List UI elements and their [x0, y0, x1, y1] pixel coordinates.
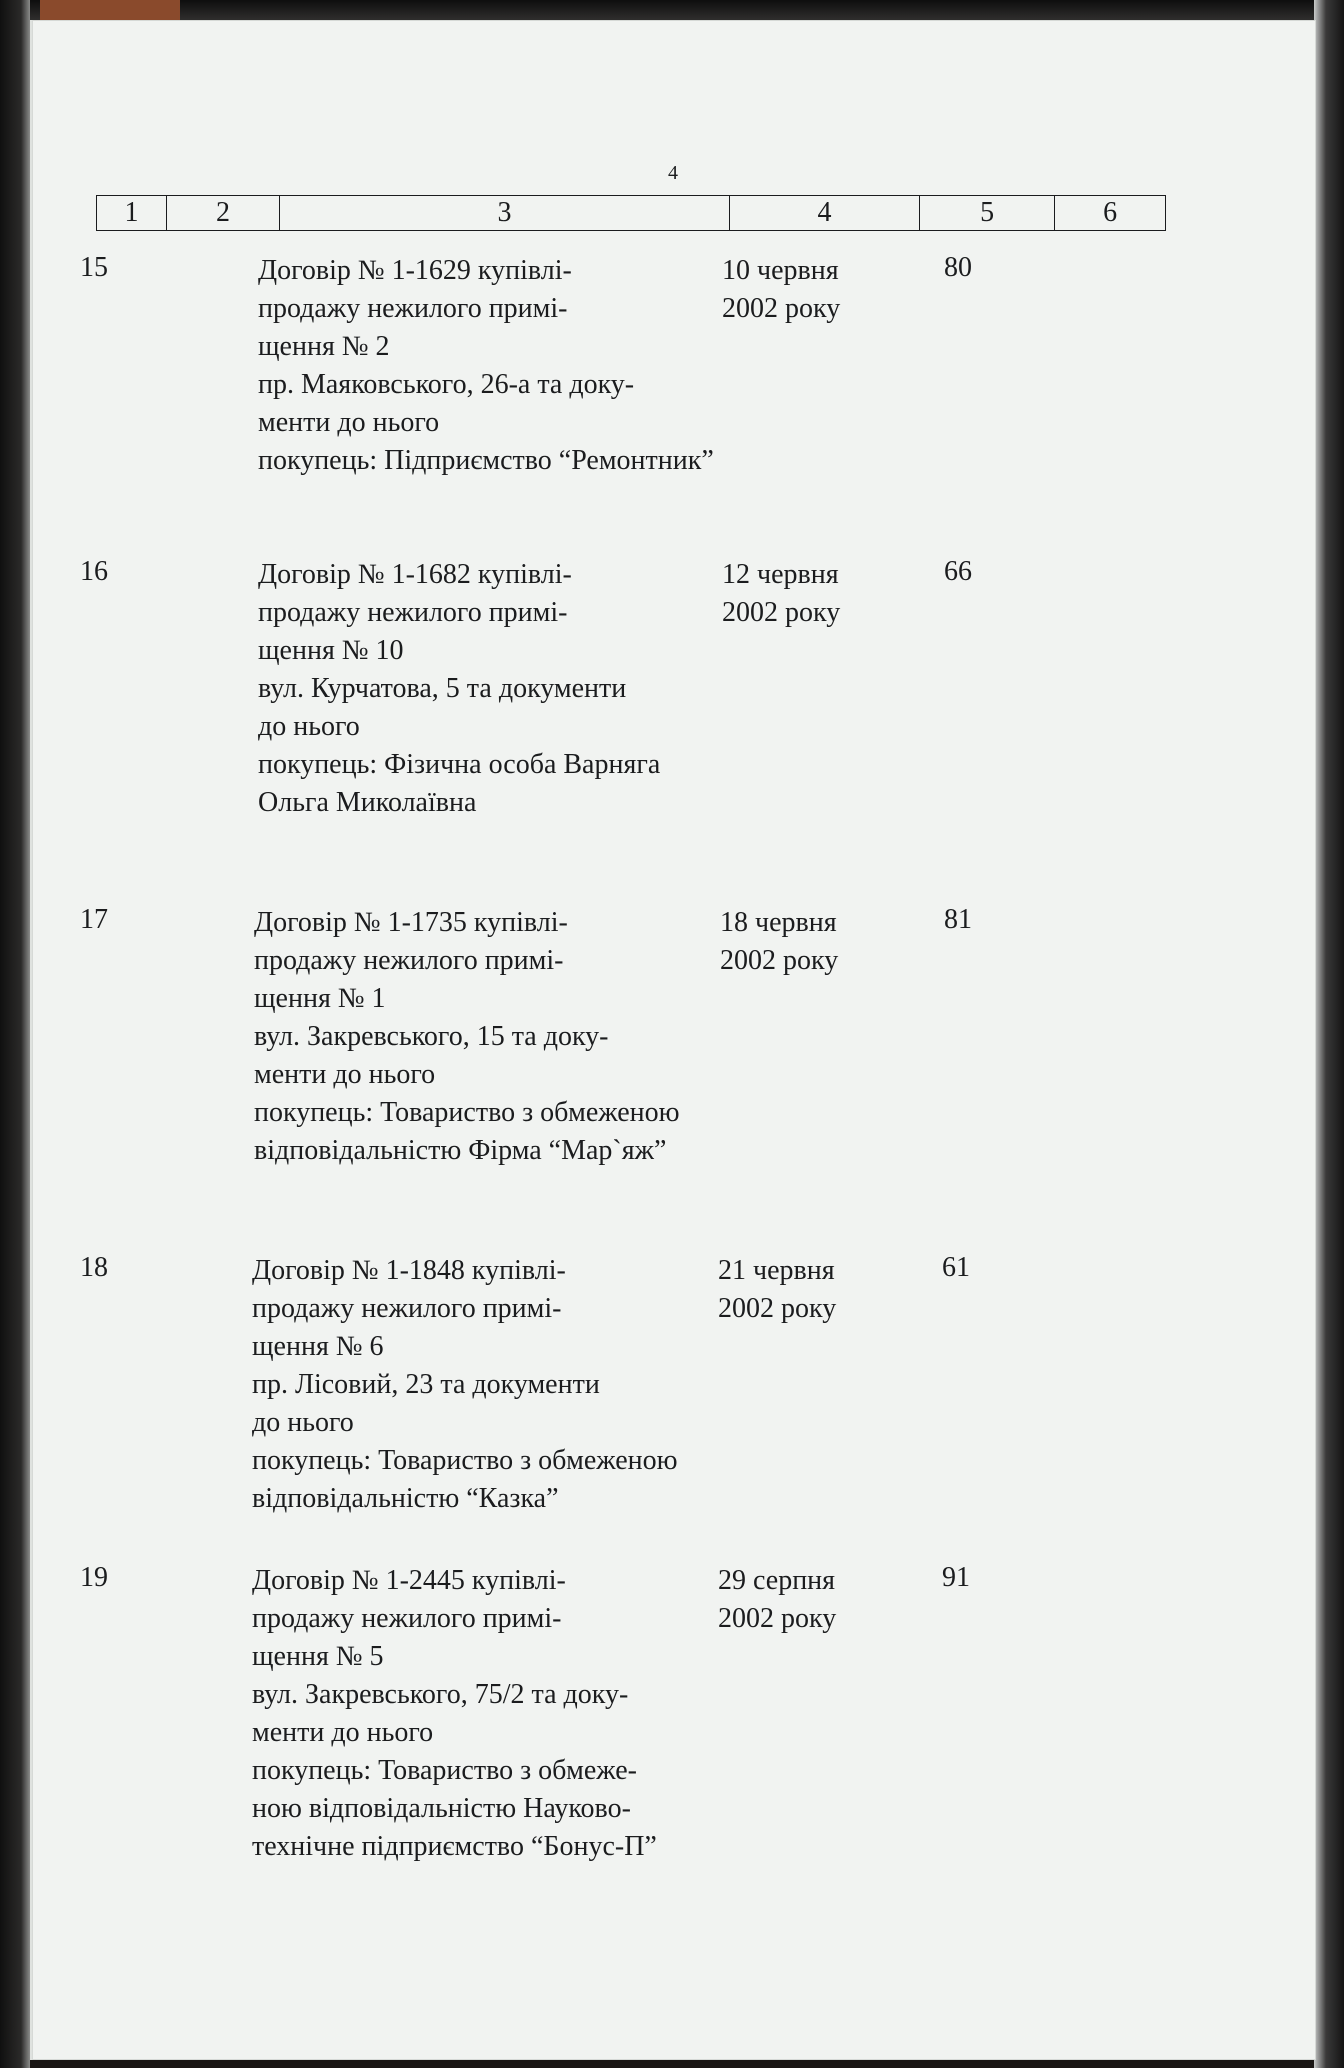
date-line: 2002 року [718, 1603, 837, 1634]
description-line: продажу нежилого примі- [252, 1603, 562, 1634]
description-line: щення № 5 [252, 1641, 384, 1672]
description-line: покупець: Товариство з обмеженою [252, 1445, 678, 1476]
scan-edge-left [0, 0, 30, 2068]
description-line: продажу нежилого примі- [258, 293, 568, 324]
date-line: 18 червня [720, 907, 837, 938]
entry-page-count: 80 [944, 252, 972, 283]
entry-date [720, 904, 838, 980]
entry-date [722, 556, 840, 632]
binding-tape [40, 0, 180, 22]
date-line: 12 червня [722, 559, 839, 590]
description-line: Договір № 1-1682 купівлі- [258, 559, 572, 590]
scan-edge-top [0, 0, 1344, 20]
entry-date [718, 1562, 836, 1638]
date-line: 10 червня [722, 255, 839, 286]
date-line: 29 серпня [718, 1565, 836, 1596]
column-header-5: 5 [920, 196, 1055, 231]
description-line: менти до нього [254, 1059, 436, 1090]
description-line: ною відповідальністю Науково- [252, 1793, 631, 1824]
entry-page-count: 66 [944, 556, 972, 587]
entry-page-count: 91 [942, 1562, 970, 1593]
entry-number: 15 [80, 252, 108, 283]
description-line: Договір № 1-1735 купівлі- [254, 907, 568, 938]
entry-date [718, 1252, 836, 1328]
document-page [30, 20, 1316, 2060]
column-header-4: 4 [730, 196, 920, 231]
entry-page-count: 81 [944, 904, 972, 935]
date-line: 2002 року [722, 293, 841, 324]
description-line: покупець: Підприємство “Ремонтник” [258, 445, 714, 476]
description-line: вул. Закревського, 15 та доку- [254, 1021, 609, 1052]
entry-date [722, 252, 840, 328]
description-line: продажу нежилого примі- [254, 945, 564, 976]
page-number: 4 [668, 162, 678, 184]
description-line: щення № 1 [254, 983, 386, 1014]
column-header-table [96, 195, 1166, 231]
description-line: менти до нього [252, 1717, 434, 1748]
scan-edge-right [1314, 0, 1344, 2068]
description-line: вул. Закревського, 75/2 та доку- [252, 1679, 629, 1710]
description-line: щення № 10 [258, 635, 404, 666]
description-line: відповідальністю Фірма “Мар`яж” [254, 1135, 667, 1166]
column-header-3: 3 [279, 196, 729, 231]
description-line: покупець: Фізична особа Варняга [258, 749, 661, 780]
description-line: до нього [252, 1407, 354, 1438]
description-line: Договір № 1-2445 купівлі- [252, 1565, 566, 1596]
description-line: технічне підприємство “Бонус-П” [252, 1831, 657, 1862]
entry-number: 17 [80, 904, 108, 935]
date-line: 2002 року [720, 945, 839, 976]
column-header-6: 6 [1055, 196, 1166, 231]
column-header-1: 1 [97, 196, 167, 231]
date-line: 21 червня [718, 1255, 835, 1286]
entry-number: 18 [80, 1252, 108, 1283]
description-line: до нього [258, 711, 360, 742]
date-line: 2002 року [718, 1293, 837, 1324]
column-header-2: 2 [167, 196, 280, 231]
date-line: 2002 року [722, 597, 841, 628]
entry-number: 19 [80, 1562, 108, 1593]
description-line: вул. Курчатова, 5 та документи [258, 673, 627, 704]
description-line: продажу нежилого примі- [258, 597, 568, 628]
description-line: Договір № 1-1629 купівлі- [258, 255, 572, 286]
description-line: Договір № 1-1848 купівлі- [252, 1255, 566, 1286]
description-line: покупець: Товариство з обмеженою [254, 1097, 680, 1128]
description-line: щення № 2 [258, 331, 390, 362]
description-line: Ольга Миколаївна [258, 787, 477, 818]
description-line: пр. Маяковського, 26-а та доку- [258, 369, 635, 400]
entry-number: 16 [80, 556, 108, 587]
entry-page-count: 61 [942, 1252, 970, 1283]
description-line: щення № 6 [252, 1331, 384, 1362]
description-line: покупець: Товариство з обмеже- [252, 1755, 637, 1786]
description-line: продажу нежилого примі- [252, 1293, 562, 1324]
description-line: менти до нього [258, 407, 440, 438]
description-line: пр. Лісовий, 23 та документи [252, 1369, 600, 1400]
description-line: відповідальністю “Казка” [252, 1483, 559, 1514]
